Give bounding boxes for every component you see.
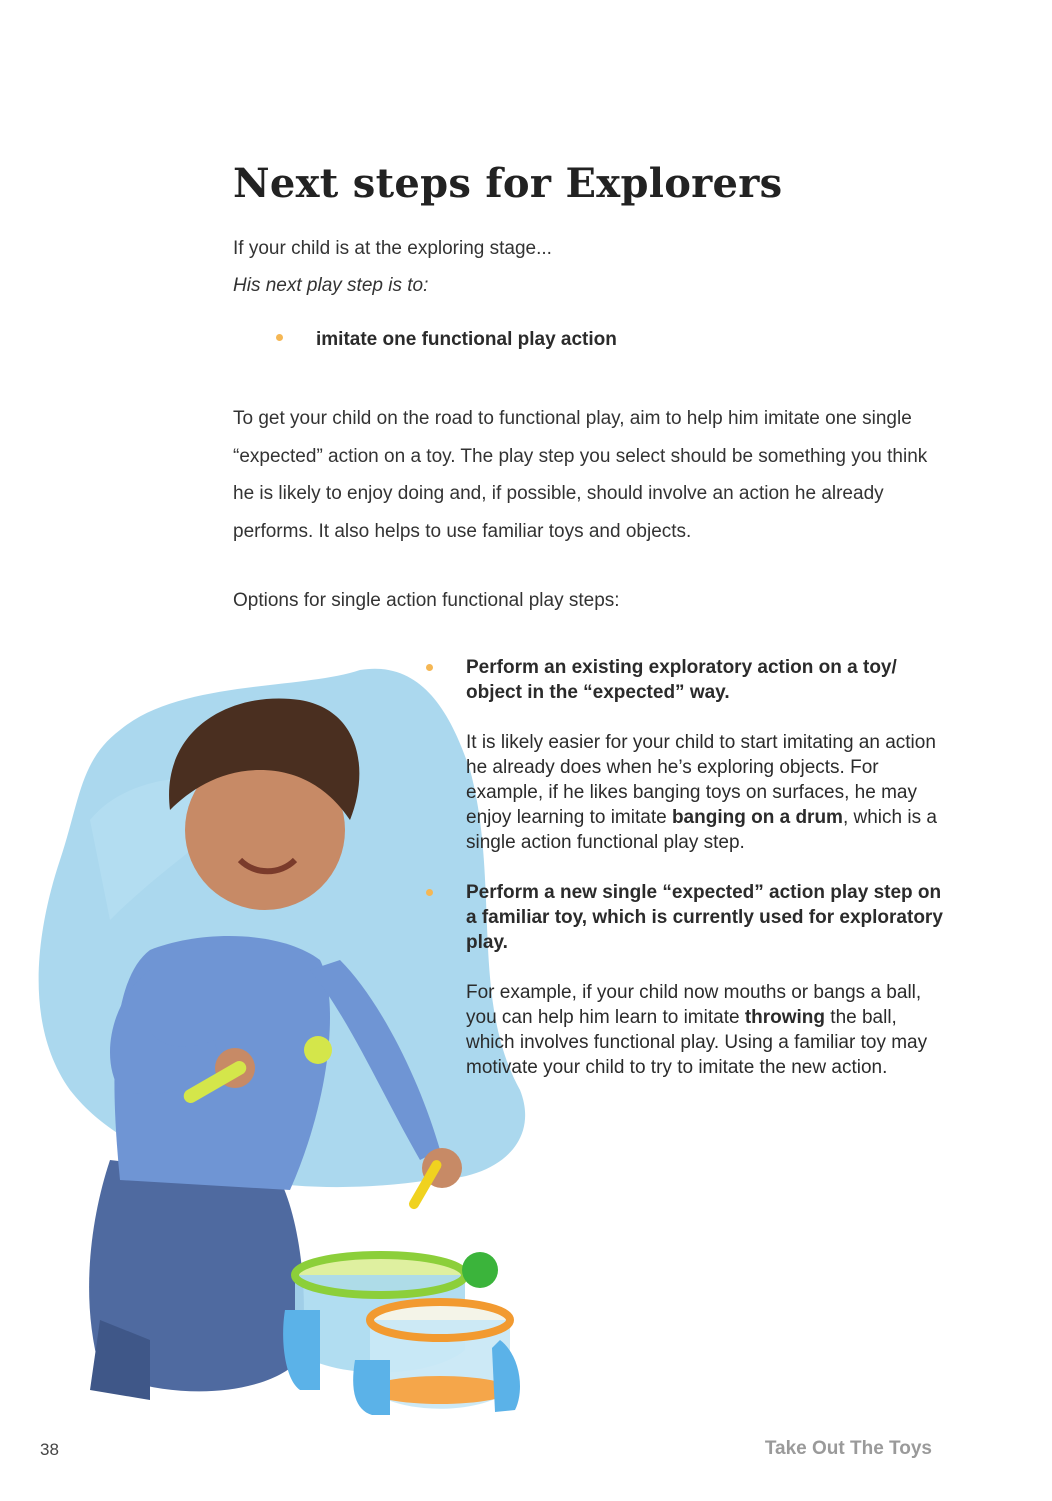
option-item: [424, 880, 944, 1080]
option-heading: Perform a new single “expected” action play step on a familiar toy, which is currently used for exploratory play.: [466, 882, 943, 953]
bullet-icon: [426, 889, 433, 896]
intro-line: If your child is at the exploring stage...: [233, 238, 552, 259]
options-list: [424, 655, 944, 1080]
option-body: It is likely easier for your child to start imitating an action he already does when he’s exploring objects. For example, if he likes banging toys on surfaces, he may enjoy learning to imitate banging on a drum, which is a single action functional play step.: [466, 732, 937, 853]
footer-book-title: Take Out The Toys: [764, 1438, 932, 1459]
options-label: Options for single action functional play steps:: [233, 590, 620, 611]
option-body: For example, if your child now mouths or bangs a ball, you can help him learn to imitate throwing the ball, which involves functional play. Using a familiar toy may motivate your child to try to imitate the new action.: [466, 982, 928, 1078]
intro: [233, 230, 552, 304]
page-title: Next steps for Explorers: [233, 160, 783, 207]
bullet-icon: [426, 664, 433, 671]
option-body-emphasis: banging on a drum: [671, 807, 843, 828]
next-step-text: imitate one functional play action: [316, 329, 617, 350]
body-paragraph: To get your child on the road to functional play, aim to help him imitate one single “expected” action on a toy. The play step you select should be something you think he is likely to enjoy doing and, if possible, should involve an action he already performs. It also helps to use familiar toys and objects.: [233, 408, 928, 542]
bullet-icon: [276, 334, 283, 341]
intro-subline: His next play step is to:: [233, 275, 429, 296]
page-number: 38: [40, 1440, 59, 1459]
option-body-emphasis: throwing: [744, 1007, 826, 1028]
option-heading: Perform an existing exploratory action on a toy/ object in the “expected” way.: [466, 657, 897, 703]
next-step-item: [276, 329, 617, 351]
option-item: [424, 655, 944, 855]
